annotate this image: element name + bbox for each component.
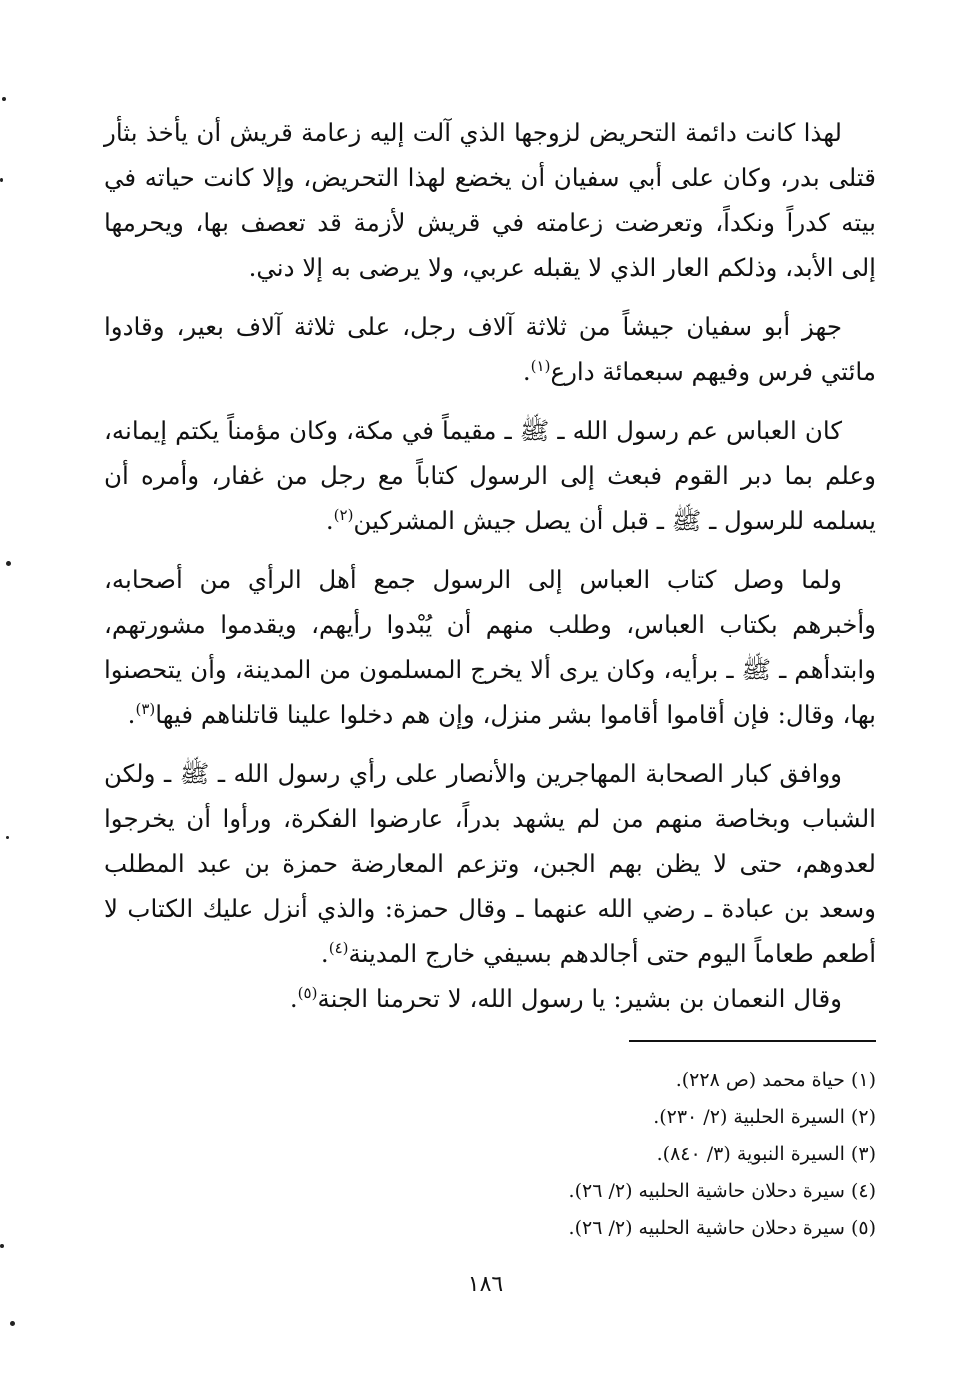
paragraph-end: . [522,357,531,386]
page-number: ١٨٦ [467,1272,504,1297]
scan-speck [0,178,3,182]
footnote-reference: (٤) [328,939,349,957]
footnote: (٥) سيرة دحلان حاشية الحلبيه (٢/ ٢٦). [568,1217,876,1239]
footnote-reference: (٥) [297,984,318,1002]
footnote-separator [629,1040,876,1042]
scan-speck [10,1321,15,1326]
paragraph [104,110,876,290]
scan-speck [6,836,9,839]
paragraph-text: ووافق كبار الصحابة المهاجرين والأنصار على رأي رسول الله ـ ﷺ ـ ولكن الشباب وبخاصة منهم من لم يشهد بدراً، عارضوا الفكرة، ورأوا أن يخرجوا لعدوهم، حتى لا يظن بهم الجبن، وتزعم المعارضة حمزة بن عبد المطلب وسعد بن عبادة ـ رضي الله عنهما ـ وقال حمزة: والذي أنزل عليك الكتاب لا أطعم طعاماً اليوم حتى أجالدهم بسيفي خارج المدينة [104,759,876,968]
paragraph [104,557,876,737]
paragraph-text: وقال النعمان بن بشير: يا رسول الله، لا تحرمنا الجنة [317,984,842,1013]
footnote: (٤) سيرة دحلان حاشية الحلبيه (٢/ ٢٦). [568,1180,876,1202]
paragraph-end: . [289,984,298,1013]
footnote-reference: (١) [530,357,551,375]
main-text [104,110,876,1021]
paragraph [104,408,876,543]
footnote: (٢) السيرة الحلبية (٢/ ٢٣٠). [653,1106,876,1128]
paragraph-end: . [325,506,334,535]
paragraph-text: ولما وصل كتاب العباس إلى الرسول جمع أهل الرأي من أصحابه، وأخبرهم بكتاب العباس، وطلب منهم أن يُبْدوا رأيهم، ويقدموا مشورتهم، وابتدأهم ـ ﷺ ـ برأيه، وكان يرى ألا يخرج المسلمون من المدينة، وأن يتحصنوا بها، وقال: فإن أقاموا أقاموا بشر منزل، وإن هم دخلوا علينا قاتلناهم فيها [104,565,877,729]
paragraph-text: جهز أبو سفيان جيشاً من ثلاثة آلاف رجل، على ثلاثة آلاف بعير، وقادوا مائتي فرس وفيهم سبعمائة دارع [104,312,876,386]
paragraph [104,751,876,976]
scan-speck [6,561,11,566]
paragraph-text: لهذا كانت دائمة التحريض لزوجها الذي آلت إليه زعامة قريش أن يأخذ بثأر قتلى بدر، وكان على أبي سفيان أن يخضع لهذا التحريض، وإلا كانت حياته في بيته كدراً ونكداً، وتعرضت زعامته في قريش لأزمة قد تعصف بها، ويحرمها إلى الأبد، وذلكم العار الذي لا يقبله عربي، ولا يرضى به إلا دني. [104,118,876,282]
footnote-reference: (٢) [333,506,354,524]
footnote-reference: (٣) [135,700,156,718]
paragraph-end: . [127,700,136,729]
footnote: (٣) السيرة النبوية (٣/ ٨٤٠). [656,1143,876,1165]
scan-speck [2,97,6,101]
paragraph-text: كان العباس عم رسول الله ـ ﷺ ـ مقيماً في مكة، وكان مؤمناً يكتم إيمانه، وعلم بما دبر القوم فبعث إلى الرسول كتاباً مع رجل من غفار، وأمره أن يسلمه للرسول ـ ﷺ ـ قبل أن يصل جيش المشركين [104,416,876,535]
paragraph [104,976,876,1021]
footnote: (١) حياة محمد (ص ٢٢٨). [675,1069,876,1091]
paragraph-end: . [320,939,329,968]
scan-speck [0,1244,4,1248]
paragraph [104,304,876,394]
footnotes-list [376,1062,876,1247]
